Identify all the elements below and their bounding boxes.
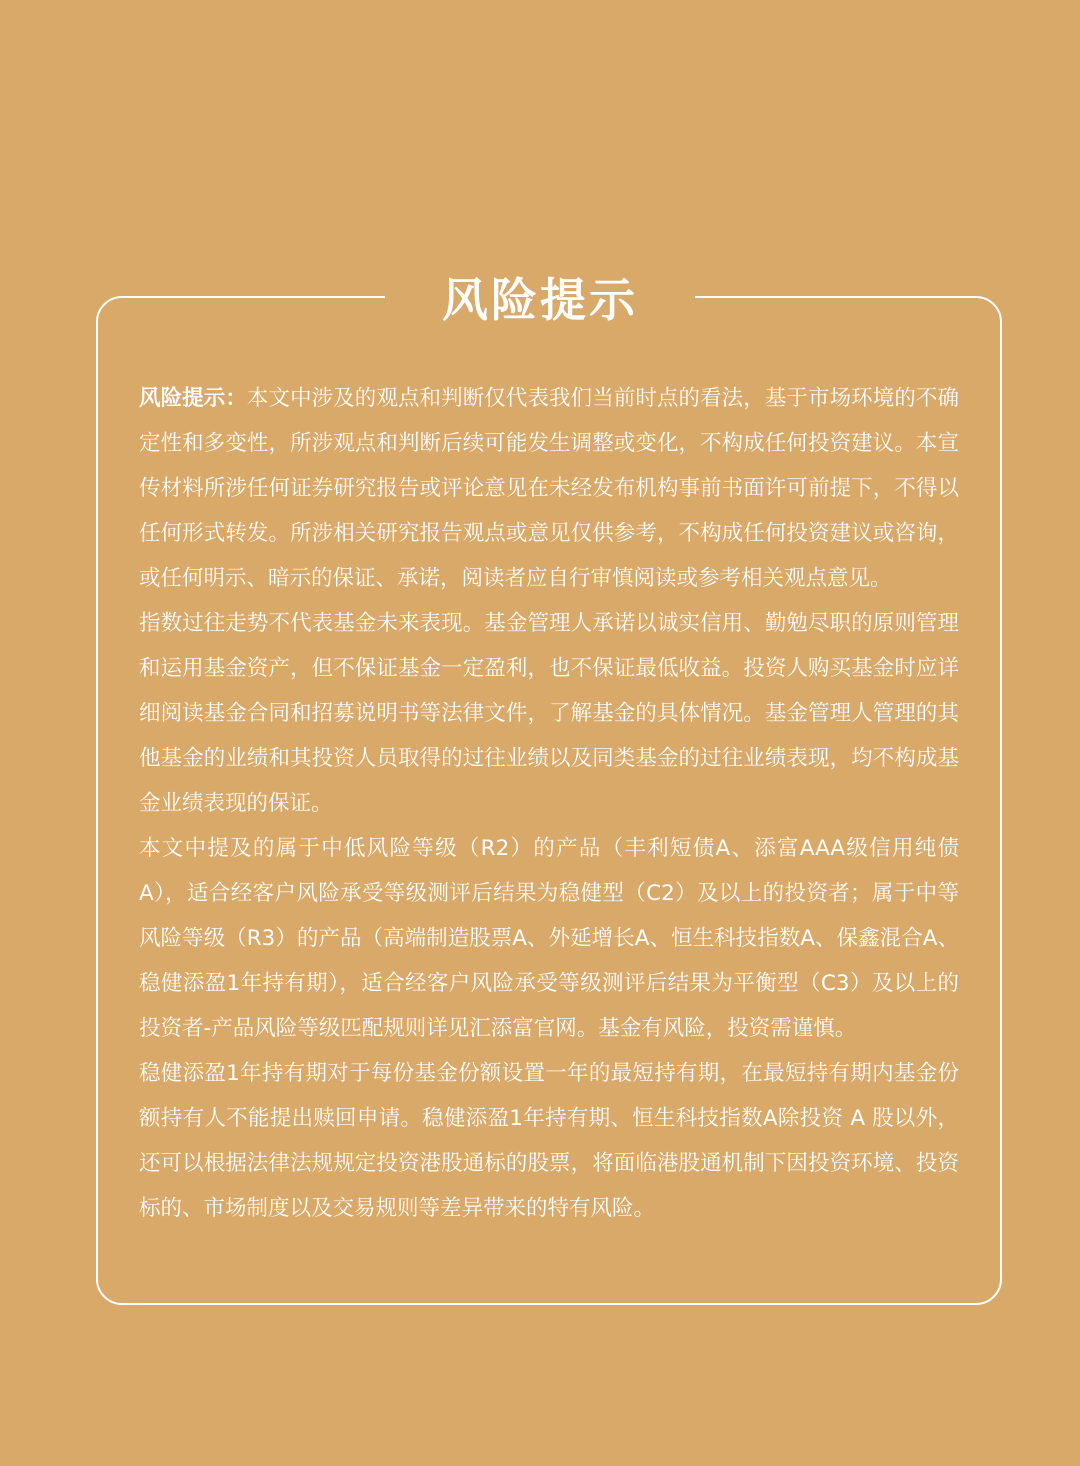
paragraph-lead: 风险提示：	[139, 386, 247, 411]
paragraph-holding-period: 稳健添盈1年持有期对于每份基金份额设置一年的最短持有期，在最短持有期内基金份额持有人不能提出赎回申请。稳健添盈1年持有期、恒生科技指数A除投资 A 股以外，还可以根据法律法规规定投资港股通标的股票，将面临港股通机制下因投资环境、投资标的、市场制度以及交易规则等差异带来的特有风险。	[139, 1061, 959, 1221]
paragraph-performance: 指数过往走势不代表基金未来表现。基金管理人承诺以诚实信用、勤勉尽职的原则管理和运用基金资产，但不保证基金一定盈利，也不保证最低收益。投资人购买基金时应详细阅读基金合同和招募说明书等法律文件，了解基金的具体情况。基金管理人管理的其他基金的业绩和其投资人员取得的过往业绩以及同类基金的过往业绩表现，均不构成基金业绩表现的保证。	[139, 611, 959, 816]
paragraph-text: 本文中涉及的观点和判断仅代表我们当前时点的看法，基于市场环境的不确定性和多变性，所涉观点和判断后续可能发生调整或变化，不构成任何投资建议。本宣传材料所涉任何证券研究报告或评论意见在未经发布机构事前书面许可前提下，不得以任何形式转发。所涉相关研究报告观点或意见仅供参考，不构成任何投资建议或咨询，或任何明示、暗示的保证、承诺，阅读者应自行审慎阅读或参考相关观点意见。	[139, 386, 959, 591]
paragraph-risk-level: 本文中提及的属于中低风险等级（R2）的产品（丰利短债A、添富AAA级信用纯债A），适合经客户风险承受等级测评后结果为稳健型（C2）及以上的投资者；属于中等风险等级（R3）的产品（高端制造股票A、外延增长A、恒生科技指数A、保鑫混合A、稳健添盈1年持有期），适合经客户风险承受等级测评后结果为平衡型（C3）及以上的投资者-产品风险等级匹配规则详见汇添富官网。基金有风险，投资需谨慎。	[139, 836, 959, 1041]
paragraph-risk-disclaimer	[139, 376, 959, 601]
risk-notice-content	[139, 376, 959, 1231]
panel-title: 风险提示	[442, 273, 638, 327]
